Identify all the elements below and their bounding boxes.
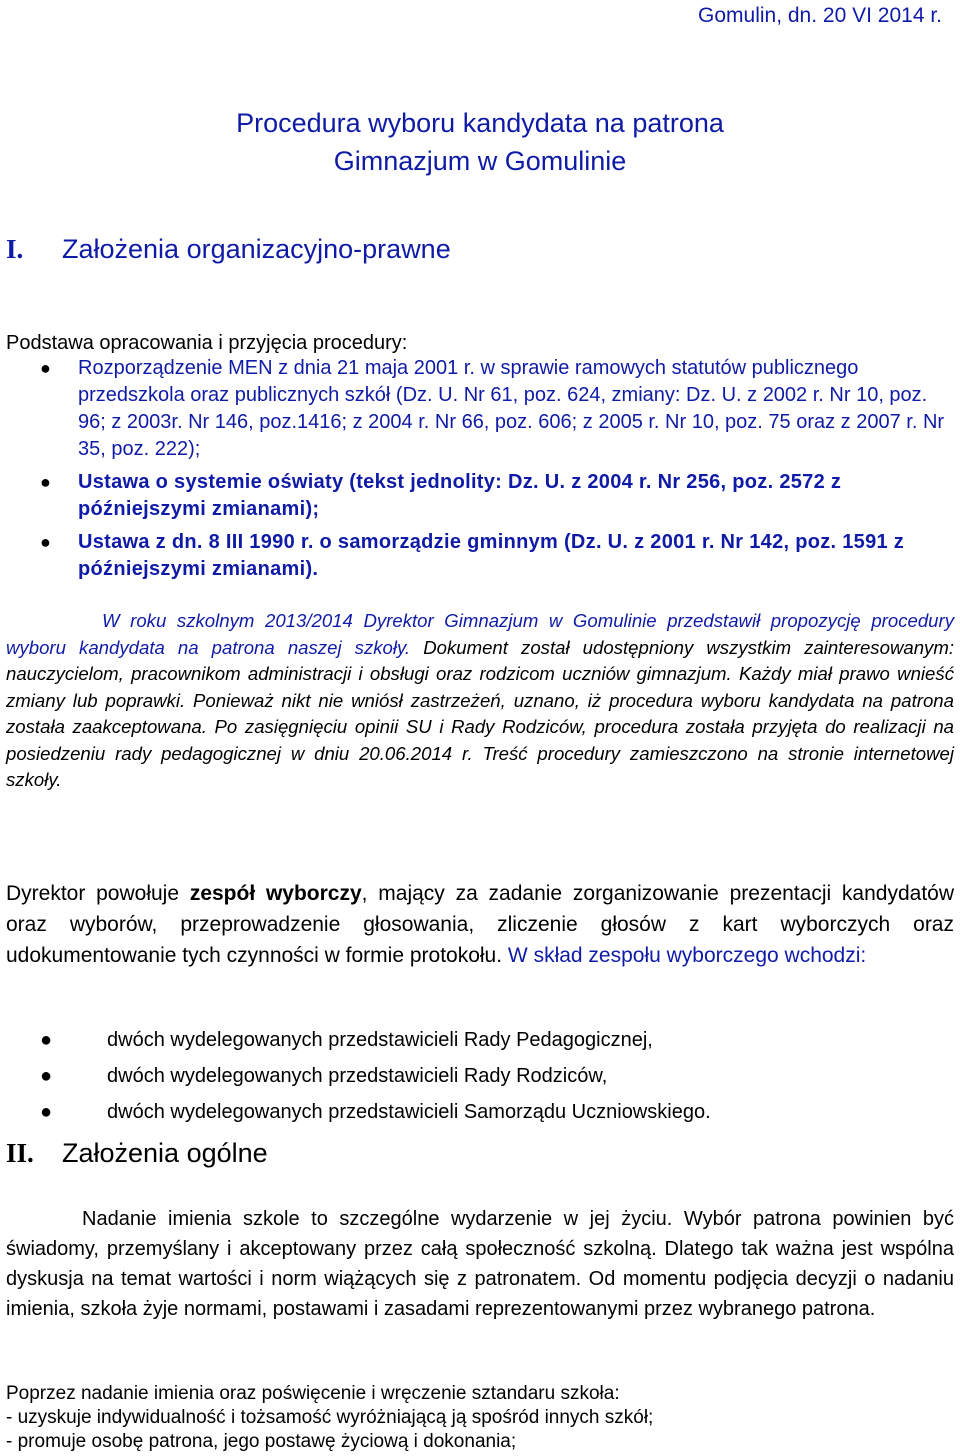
list-item-text: Ustawa o systemie oświaty (tekst jednolity: Dz. U. z 2004 r. Nr 256, poz. 2572 z późniejszymi zmianami); — [78, 471, 842, 520]
team-text-after: , mający za zadanie zorganizowanie prezentacji kandydatów oraz wyborów, przeprowadzenie głosowania, zliczenie głosów z kart wyborczych oraz udokumentowanie tych czynności w formie protokołu. — [6, 882, 955, 967]
list-item — [6, 1022, 956, 1058]
team-text-before: Dyrektor powołuje — [6, 882, 190, 905]
bullet-icon: ● — [40, 472, 52, 492]
benefit-item: - promuje osobę patrona, jego postawę życiową i dokonania; — [6, 1431, 517, 1452]
benefits-block — [6, 1382, 954, 1454]
bullet-icon: ● — [40, 1101, 53, 1123]
benefits-intro: Poprzez nadanie imienia oraz poświęcenie i wręczenie sztandaru szkoła: — [6, 1383, 620, 1404]
list-item — [6, 469, 956, 523]
team-paragraph — [6, 878, 954, 971]
bullet-icon: ● — [40, 532, 52, 552]
document-title-line2: Gimnazjum w Gomulinie — [333, 146, 627, 176]
document-date: Gomulin, dn. 20 VI 2014 r. — [698, 4, 942, 27]
bullet-icon: ● — [40, 1065, 53, 1087]
list-item — [6, 529, 956, 583]
team-text-bold: zespół wyborczy — [189, 882, 362, 905]
approval-text-part1: W roku szkolnym 2013/2014 Dyrektor Gimnazjum w Gomulinie przedstawił propozycję procedury wyboru kandydata na patrona naszej szkoły. — [6, 610, 954, 658]
section-2-number: II. — [6, 1138, 34, 1168]
benefit-item: - uzyskuje indywidualność i tożsamość wyróżniającą ją spośród innych szkół; — [6, 1407, 654, 1428]
approval-paragraph — [6, 608, 954, 794]
list-item — [6, 1094, 956, 1130]
team-text-blue: W skład zespołu wyborczego wchodzi: — [502, 944, 867, 967]
section-1-number: I. — [6, 234, 24, 264]
list-item-text: dwóch wydelegowanych przedstawicieli Samorządu Uczniowskiego. — [107, 1101, 711, 1123]
list-item-text: dwóch wydelegowanych przedstawicieli Rady Pedagogicznej, — [107, 1029, 653, 1051]
list-item-text: Rozporządzenie MEN z dnia 21 maja 2001 r. w sprawie ramowych statutów publicznego przedszkola oraz publicznych szkół (Dz. U. Nr 61, poz. 624, zmiany: Dz. U. z 2002 r. Nr 10, poz. 96; z 2003r. Nr 146, poz.1416; z 2004 r. Nr 66, poz. 606; z 2005 r. Nr 10, poz. 75 oraz z 2007 r. Nr 35, poz. 222); — [78, 357, 945, 460]
legal-basis-intro: Podstawa opracowania i przyjęcia procedury: — [6, 332, 408, 354]
list-item — [6, 355, 956, 463]
bullet-icon: ● — [40, 358, 51, 378]
general-text: Nadanie imienia szkole to szczególne wydarzenie w jej życiu. Wybór patrona powinien być świadomy, przemyślany i akceptowany przez całą społeczność szkolną. Dlatego tak ważna jest wspólna dyskusja na temat wartości i norm wiążących się z patronatem. Od momentu podjęcia decyzji o nadaniu imienia, szkoła żyje normami, postawami i zasadami reprezentowanymi przez wybranego patrona. — [6, 1208, 954, 1320]
document-title-line1: Procedura wyboru kandydata na patrona — [236, 108, 724, 138]
bullet-icon: ● — [40, 1029, 53, 1051]
section-1-title: Założenia organizacyjno-prawne — [62, 234, 451, 264]
general-paragraph — [6, 1204, 954, 1324]
list-item-text: dwóch wydelegowanych przedstawicieli Rady Rodziców, — [107, 1065, 608, 1087]
list-item — [6, 1058, 956, 1094]
section-1-heading — [6, 234, 451, 265]
section-2-title: Założenia ogólne — [62, 1138, 268, 1168]
legal-basis-list — [6, 355, 956, 589]
approval-text-part2: Dokument został udostępniony wszystkim zainteresowanym: nauczycielom, pracownikom administracji i obsługi oraz rodzicom uczniów gimnazjum. Każdy miał prawo wnieść zmiany lub poprawki. Ponieważ nikt nie wniósł zastrzeżeń, uznano, iż procedura wyboru kandydata na patrona została zaakceptowana. Po zasięgnięciu opinii SU i Rady Rodziców, procedura została przyjęta do realizacji na posiedzeniu rady pedagogicznej w dniu 20.06.2014 r. Treść procedury zamieszczono na stronie internetowej szkoły. — [6, 636, 955, 790]
list-item-text: Ustawa z dn. 8 III 1990 r. o samorządzie gminnym (Dz. U. z 2001 r. Nr 142, poz. 1591 z późniejszymi zmianami). — [78, 531, 905, 580]
team-members-list — [6, 1022, 956, 1130]
section-2-heading — [6, 1138, 268, 1169]
